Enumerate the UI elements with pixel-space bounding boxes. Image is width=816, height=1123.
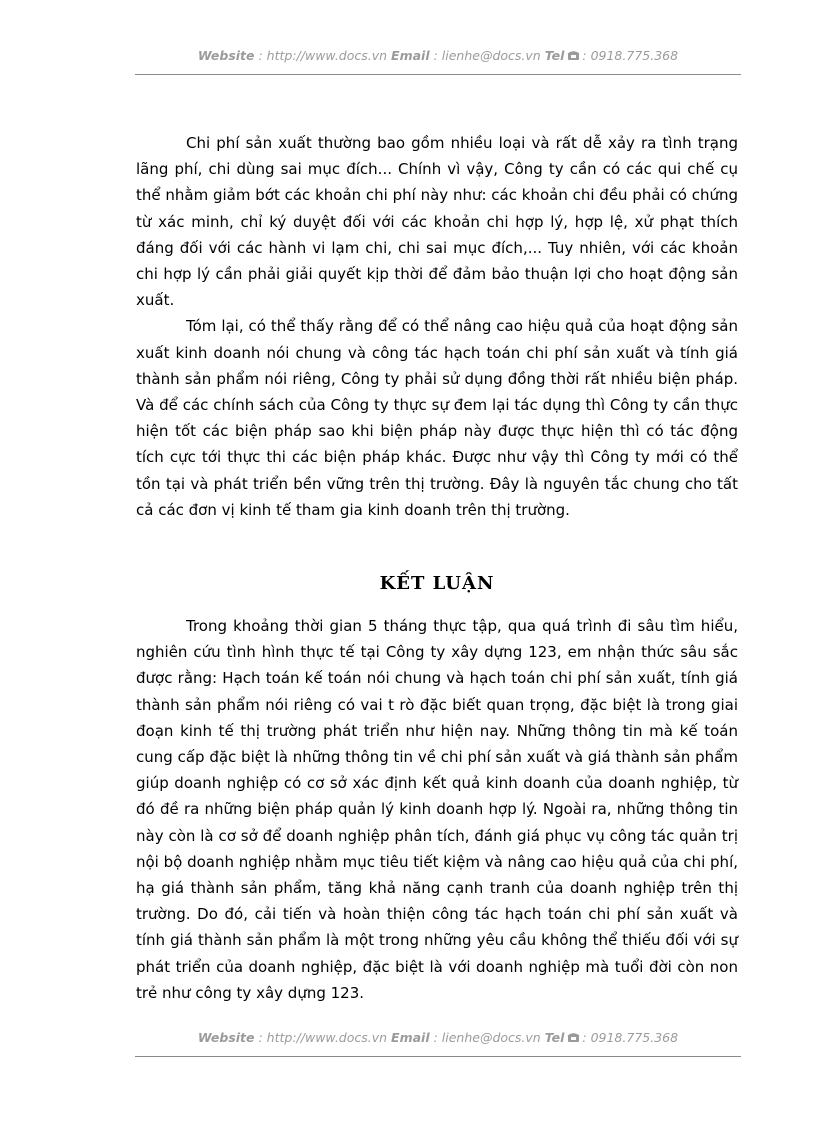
header-phone-number: : 0918.775.368 [582, 48, 679, 63]
conclusion-heading: KẾT LUẬN [379, 573, 495, 594]
header-tel-label: Tel [544, 48, 565, 63]
conclusion-paragraph: Trong khoảng thời gian 5 tháng thực tập, qua quá trình đi sâu tìm hiểu, nghiên cứu tình hình thực tế tại Công ty xây dựng 123, em nhận thức sâu sắc được rằng: Hạch toán kế toán nói chung và hạch toán chi phí sản xuất, tính giá thành sản phẩm nói riêng có vai t rò đặc biết quan trọng, đặc biệt là trong giai đoạn kinh tế thị trường phát triển như hiện nay. Những thông tin mà kế toán cung cấp đặc biệt là những thông tin về chi phí sản xuất và giá thành sản phẩm giúp doanh nghiệp có cơ sở xác định kết quả kinh doanh của doanh nghiệp, từ đó đề ra những biện pháp quản lý kinh doanh hợp lý. Ngoài ra, những thông tin này còn là cơ sở để doanh nghiệp phân tích, đánh giá phục vụ công tác quản trị nội bộ doanh nghiệp nhằm mục tiêu tiết kiệm và nâng cao hiệu quả của chi phí, hạ giá thành sản phẩm, tăng khả năng cạnh tranh của doanh nghiệp trên thị trường. Do đó, cải tiến và hoàn thiện công tác hạch toán chi phí sản xuất và tính giá thành sản phẩm là một trong những yêu cầu không thể thiếu đối với sự phát triển của doanh nghiệp, đặc biệt là với doanh nghiệp mà tuổi đời còn non trẻ như công ty xây dựng 123. [136, 617, 738, 1002]
body-paragraph-1: Chi phí sản xuất thường bao gồm nhiều loại và rất dễ xảy ra tình trạng lãng phí, chi dùng sai mục đích... Chính vì vậy, Công ty cần có các qui chế cụ thể nhằm giảm bớt các khoản chi phí này như: các khoản chi đều phải có chứng từ xác minh, chỉ ký duyệt đối với các khoản chi hợp lý, hợp lệ, xử phạt thích đáng đối với các hành vi lạm chi, chi sai mục đích,... Tuy nhiên, với các khoản chi hợp lý cần phải giải quyết kịp thời để đảm bảo thuận lợi cho hoạt động sản xuất. [136, 134, 738, 310]
footer-website-link[interactable]: : http://www.docs.vn [254, 1030, 392, 1045]
footer-divider [135, 1056, 741, 1057]
footer-email-link[interactable]: : lienhe@docs.vn [429, 1030, 545, 1045]
footer-tel-label: Tel [544, 1030, 565, 1045]
footer-website-label: Website [197, 1030, 255, 1045]
footer-email-label: Email [391, 1030, 430, 1045]
page-footer [135, 1030, 741, 1045]
body-paragraph-2: Tóm lại, có thể thấy rằng để có thể nâng cao hiệu quả của hoạt động sản xuất kinh doanh nói chung và công tác hạch toán chi phí sản xuất và tính giá thành sản phẩm nói riêng, Công ty phải sử dụng đồng thời rất nhiều biện pháp. Và để các chính sách của Công ty thực sự đem lại tác dụng thì Công ty cần thực hiện tốt các biện pháp sao khi biện pháp này được thực hiện thì có tác động tích cực tới thực thi các biện pháp khác. Được như vậy thì Công ty mới có thể tồn tại và phát triển bền vững trên thị trường. Đây là nguyên tắc chung cho tất cả các đơn vị kinh tế tham gia kinh doanh trên thị trường. [136, 317, 738, 519]
body-section [136, 130, 738, 523]
header-website-label: Website [197, 48, 255, 63]
header-website-link[interactable]: : http://www.docs.vn [254, 48, 392, 63]
conclusion-section [136, 613, 738, 1006]
header-email-link[interactable]: : lienhe@docs.vn [429, 48, 545, 63]
header-email-label: Email [391, 48, 430, 63]
page-header [135, 48, 741, 63]
telephone-icon [567, 1032, 580, 1043]
telephone-icon [567, 50, 580, 61]
footer-phone-number: : 0918.775.368 [582, 1030, 679, 1045]
header-divider [135, 74, 741, 75]
